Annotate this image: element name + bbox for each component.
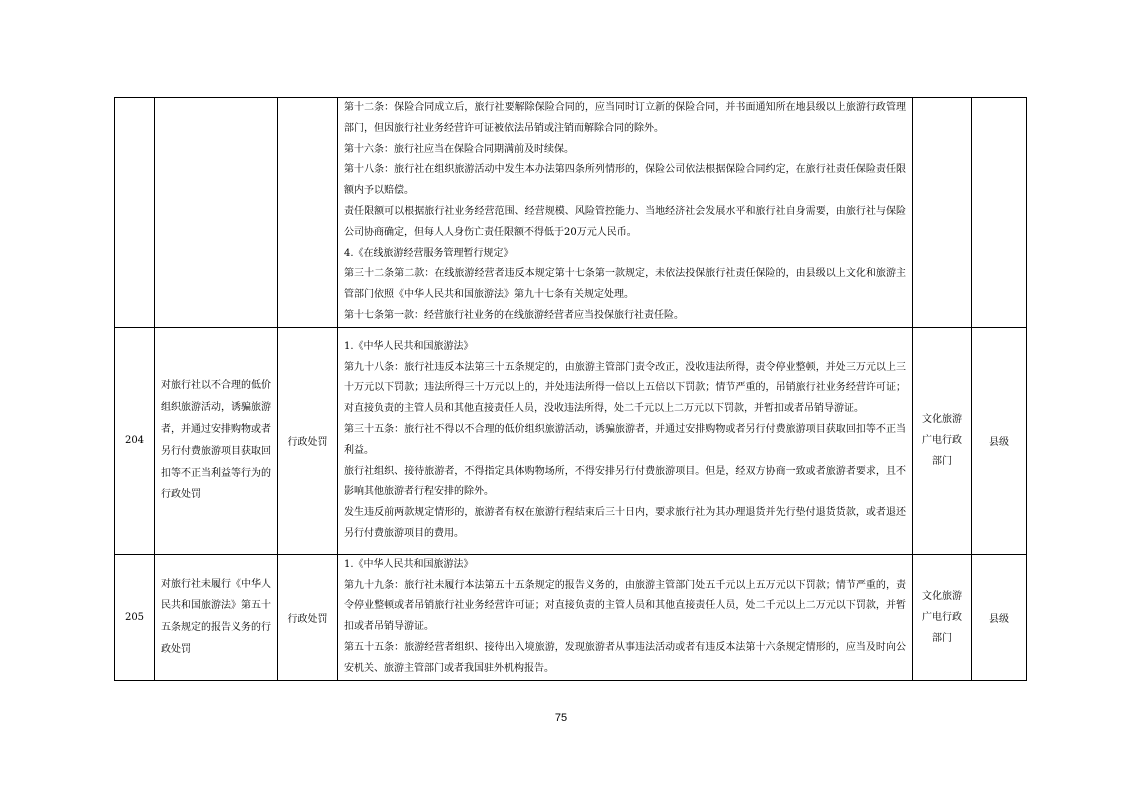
- basis-paragraph: 第九十九条：旅行社未履行本法第五十五条规定的报告义务的，由旅游主管部门处五千元以上五万元以下罚款；情节严重的，责令停业整顿或者吊销旅行社业务经营许可证；对直接负责的主管人员和其他直接责任人员，处二千元以上二万元以下罚款，并暂扣或者吊销导游证。: [344, 579, 906, 633]
- basis-paragraph: 第十八条：旅行社在组织旅游活动中发生本办法第四条所列情形的，保险公司依法根据保险合同约定，在旅行社责任保险责任限额内予以赔偿。: [344, 164, 906, 197]
- legal-basis-cell: [338, 98, 913, 328]
- basis-paragraph: 发生违反前两款规定情形的，旅游者有权在旅游行程结束后三十日内，要求旅行社为其办理退货并先行垫付退货货款，或者退还另行付费旅游项目的费用。: [344, 507, 906, 539]
- basis-paragraph: 第三十五条：旅行社不得以不合理的低价组织旅游活动，诱骗旅游者，并通过安排购物或者另行付费旅游项目获取回扣等不正当利益。: [344, 423, 906, 456]
- basis-paragraph: 第十七条第一款：经营旅行社业务的在线旅游经营者应当投保旅行社责任险。: [344, 309, 684, 321]
- basis-paragraph: 责任限额可以根据旅行社业务经营范围、经营规模、风险管控能力、当地经济社会发展水平和旅行社自身需要，由旅行社与保险公司协商确定，但每人人身伤亡责任限额不得低于20万元人民币。: [344, 205, 906, 238]
- category-cell: [278, 98, 338, 328]
- department-cell: [913, 98, 972, 328]
- basis-paragraph: 第九十八条：旅行社违反本法第三十五条规定的，由旅游主管部门责令改正，没收违法所得，责令停业整顿，并处三万元以上三十万元以下罚款；违法所得三十万元以上的，并处违法所得一倍以上五倍以下罚款；情节严重的，吊销旅行社业务经营许可证；对直接负责的主管人员和其他直接责任人员，没收违法所得，处二千元以上二万元以下罚款，并暂扣或者吊销导游证。: [344, 361, 906, 415]
- row-number-cell: 205: [115, 554, 155, 680]
- table-row: [115, 554, 1027, 680]
- basis-paragraph: 旅行社组织、接待旅游者，不得指定具体购物场所，不得安排另行付费旅游项目。但是，经双方协商一致或者旅游者要求，且不影响其他旅游者行程安排的除外。: [344, 465, 906, 498]
- department-cell: 文化旅游广电行政部门: [913, 554, 972, 680]
- row-number-cell: [115, 98, 155, 328]
- basis-paragraph: 第五十五条：旅游经营者组织、接待出入境旅游，发现旅游者从事违法活动或者有违反本法第十六条规定情形的，应当及时向公安机关、旅游主管部门或者我国驻外机构报告。: [344, 641, 906, 674]
- basis-paragraph: 1.《中华人民共和国旅游法》: [344, 340, 474, 352]
- page-number: 75: [554, 712, 568, 724]
- level-cell: [972, 98, 1027, 328]
- department-cell: 文化旅游广电行政部门: [913, 327, 972, 554]
- legal-basis-cell: [338, 327, 913, 554]
- level-cell: 县级: [972, 554, 1027, 680]
- table-row: [115, 327, 1027, 554]
- power-list-table: [114, 97, 1027, 681]
- row-number-cell: 204: [115, 327, 155, 554]
- basis-paragraph: 4.《在线旅游经营服务管理暂行规定》: [344, 247, 514, 259]
- basis-paragraph: 1.《中华人民共和国旅游法》: [344, 558, 474, 570]
- table-row: [115, 98, 1027, 328]
- basis-paragraph: 第十二条：保险合同成立后，旅行社要解除保险合同的，应当同时订立新的保险合同，并书面通知所在地县级以上旅游行政管理部门，但因旅行社业务经营许可证被依法吊销或注销而解除合同的除外。: [344, 102, 906, 134]
- basis-paragraph: 第三十二条第二款：在线旅游经营者违反本规定第十七条第一款规定，未依法投保旅行社责任保险的，由县级以上文化和旅游主管部门依照《中华人民共和国旅游法》第九十七条有关规定处理。: [344, 268, 906, 301]
- item-name-cell: 对旅行社未履行《中华人民共和国旅游法》第五十五条规定的报告义务的行政处罚: [155, 554, 278, 680]
- legal-basis-cell: [338, 554, 913, 680]
- category-cell: 行政处罚: [278, 554, 338, 680]
- category-cell: 行政处罚: [278, 327, 338, 554]
- item-name-cell: [155, 98, 278, 328]
- basis-paragraph: 第十六条：旅行社应当在保险合同期满前及时续保。: [344, 143, 574, 155]
- item-name-cell: 对旅行社以不合理的低价组织旅游活动，诱骗旅游者，并通过安排购物或者另行付费旅游项目获取回扣等不正当利益等行为的行政处罚: [155, 327, 278, 554]
- level-cell: 县级: [972, 327, 1027, 554]
